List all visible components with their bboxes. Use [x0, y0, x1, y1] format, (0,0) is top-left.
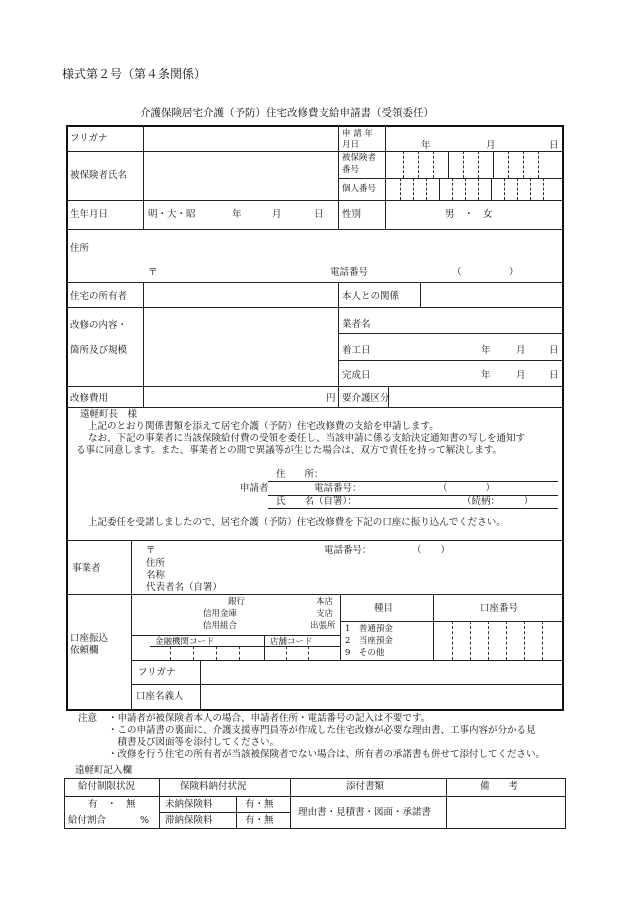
relation-input[interactable]: [421, 283, 562, 306]
holder-label: 口座名義人: [136, 691, 184, 702]
relation-label: 本人との関係: [342, 291, 400, 302]
notes-prefix: 注意: [78, 713, 98, 724]
phone-input[interactable]: （ ）: [452, 267, 519, 278]
complete-date-label: 完成日: [342, 370, 371, 381]
business-address-label: 住所: [146, 558, 166, 569]
type-header: 種目: [374, 603, 394, 614]
note-4: ・改修を行う住宅の所有者が当該被保険者でない場合は、所有者の承諾書も併せて添付してください。: [108, 749, 546, 760]
note-1: ・申請者が被保険者本人の場合、申請者住所・電話番号の記入は不要です。: [108, 713, 431, 724]
personal-number-input[interactable]: [386, 179, 562, 199]
business-rep-label: 代表者名（自署）: [146, 582, 223, 593]
business-phone-label: 電話番号：: [324, 545, 372, 556]
branch-name-input[interactable]: [250, 596, 312, 632]
form-number: 様式第２号（第４条関係）: [62, 67, 207, 81]
phone-label: 電話番号: [330, 267, 369, 278]
bank-name-input[interactable]: [133, 596, 225, 632]
postal-mark: 〒: [148, 267, 158, 278]
owner-input[interactable]: [144, 283, 337, 306]
addressee: 遠軽町長 様: [80, 409, 138, 420]
account-number-input[interactable]: [435, 623, 562, 659]
type-option-9[interactable]: 9 その他: [345, 648, 385, 658]
address-label: 住所: [70, 243, 90, 254]
branch-code-input[interactable]: [265, 647, 339, 659]
care-level-input[interactable]: [390, 387, 562, 406]
account-header: 口座番号: [480, 603, 519, 614]
bank-code-label: 金融機関コード: [155, 637, 215, 647]
note-3: 積書及び図面等を添付してください。: [108, 737, 280, 748]
remarks-input[interactable]: [448, 798, 564, 827]
unpaid-yes-no[interactable]: 有・無: [245, 799, 274, 810]
applicant-label: 申請者: [240, 483, 269, 494]
business-name-label: 名称: [146, 570, 166, 581]
insured-name-input[interactable]: [144, 152, 337, 199]
business-label: 事業者: [72, 563, 101, 574]
application-date-input[interactable]: [386, 126, 562, 150]
gender-options[interactable]: 男 ・ 女: [445, 209, 493, 220]
era-options[interactable]: 明・大・昭: [148, 209, 196, 220]
office-title: 遠軽町記入欄: [75, 765, 133, 776]
insured-number-label: 被保険者: [342, 153, 377, 163]
branch-code-label: 店舗コード: [270, 637, 313, 647]
content-label: 改修の内容・: [70, 320, 128, 331]
office-col4: 備 考: [480, 781, 519, 792]
business-phone-input[interactable]: （ ）: [412, 545, 451, 556]
relation-input-2[interactable]: （続柄： ）: [462, 496, 534, 507]
address-input[interactable]: [160, 234, 560, 264]
office-col1: 給付制限状況: [78, 781, 136, 792]
applicant-name-label: 氏 名（自署）：: [276, 496, 357, 507]
gender-label: 性別: [342, 209, 362, 220]
furigana-input[interactable]: [144, 126, 337, 150]
declaration-line2: なお、下記の事業者に当該保険給付費の受領を委任し、当該申請に係る支給決定通知書の写しを通知す: [88, 433, 526, 444]
applicant-phone-input[interactable]: （ ）: [438, 483, 496, 494]
holder-furigana-input[interactable]: [202, 662, 562, 683]
holder-furigana-label: フリガナ: [138, 667, 176, 678]
unpaid-label: 未納保険料: [165, 799, 213, 810]
applicant-phone-label: 電話番号：: [314, 483, 362, 494]
insured-name-label: 被保険者氏名: [70, 170, 128, 181]
attachments-list: 理由書・見積書・図面・承諾書: [298, 807, 432, 818]
bank-code-input[interactable]: [150, 647, 263, 659]
personal-number-label: 個人番号: [342, 184, 377, 194]
arrears-label: 滞納保険料: [165, 815, 213, 826]
declaration-line3: る事に同意します。また、事業者との間で異議等が生じた場合は、双方で責任を持って解決します。: [76, 445, 502, 456]
business-info-input[interactable]: [175, 556, 560, 593]
start-date-label: 着工日: [342, 345, 371, 356]
birthdate-label: 生年月日: [70, 209, 109, 220]
declaration-line1: 上記のとおり関係書類を添えて居宅介護（予防）住宅改修費の支給を申請します。: [88, 421, 439, 432]
office-col3: 添付書類: [346, 781, 385, 792]
form-title: 介護保険居宅介護（予防）住宅改修費支給申請書（受領委任）: [140, 107, 434, 119]
application-date-label: 申 請 年: [342, 129, 373, 139]
restriction-presence[interactable]: 有 ・ 無: [88, 799, 136, 810]
insured-number-input[interactable]: [386, 152, 562, 177]
care-level-label: 要介護区分: [342, 393, 390, 404]
content-input[interactable]: [144, 308, 337, 385]
business-postal: 〒: [146, 545, 156, 556]
applicant-address-label: 住 所：: [276, 469, 324, 480]
cost-input[interactable]: [144, 387, 324, 406]
cost-label: 改修費用: [70, 393, 109, 404]
office-col2: 保険料納付状況: [180, 781, 247, 792]
contractor-label: 業者名: [342, 319, 371, 330]
contractor-input[interactable]: [386, 308, 562, 332]
holder-name-input[interactable]: [202, 686, 562, 709]
accept-line: 上記委任を受諾しましたので、居宅介護（予防）住宅改修費を下記の口座に振り込んでください。: [88, 517, 506, 528]
furigana-label: フリガナ: [70, 133, 108, 144]
type-option-1[interactable]: 1 普通預金: [345, 624, 393, 634]
type-option-2[interactable]: 2 当座預金: [345, 636, 393, 646]
benefit-ratio-label: 給付割合: [68, 815, 107, 826]
owner-label: 住宅の所有者: [70, 291, 128, 302]
note-2: ・この申請書の裏面に、介護支援専門員等が作成した住宅改修が必要な理由書、工事内容が分かる見: [108, 725, 536, 736]
arrears-yes-no[interactable]: 有・無: [245, 815, 274, 826]
bank-section-label: 口座振込: [70, 633, 109, 644]
